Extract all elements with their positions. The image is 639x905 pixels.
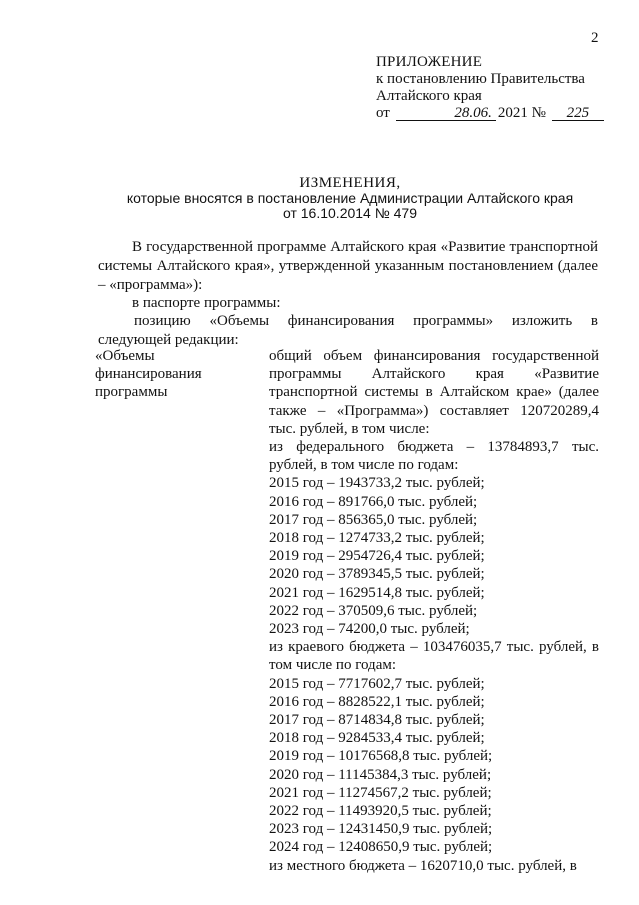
heading-subtitle: которые вносятся в постановление Администрации Алтайского края — [126, 190, 574, 206]
federal-year-row: 2017 год – 856365,0 тыс. рублей; — [269, 511, 478, 528]
decree-date: 28.06. — [396, 105, 496, 121]
federal-year-row: 2019 год – 2954726,4 тыс. рублей; — [269, 548, 485, 565]
appendix-line-2: к постановлению Правительства — [376, 71, 585, 87]
regional-year-row: 2023 год – 12431450,9 тыс. рублей; — [269, 821, 493, 838]
regional-years-list — [269, 675, 599, 857]
total-financing: общий объем финансирования государственной программы Алтайского края «Развитие транспортной системы в Алтайском крае» (далее также – «Программа») составляет 120720289,4 тыс. рублей, в том числе: — [269, 348, 599, 437]
federal-intro: из федерального бюджета – 13784893,7 тыс. рублей, в том числе по годам: — [269, 439, 599, 474]
intro-paragraph — [98, 238, 598, 295]
decree-year: 2021 № — [497, 105, 546, 121]
regional-year-row: 2021 год – 11274567,2 тыс. рублей; — [269, 784, 492, 801]
regional-intro: из краевого бюджета – 103476035,7 тыс. рублей, в том числе по годам: — [269, 639, 599, 674]
heading-title: ИЗМЕНЕНИЯ, — [299, 175, 401, 191]
table-left-label: «Объемы финансирования программы — [95, 348, 202, 400]
appendix-block — [376, 54, 604, 122]
federal-year-row: 2022 год – 370509,6 тыс. рублей; — [269, 602, 478, 619]
page-number: 2 — [591, 30, 599, 46]
regional-year-row: 2016 год – 8828522,1 тыс. рублей; — [269, 693, 485, 710]
from-label: от — [376, 105, 390, 121]
regional-year-row: 2017 год – 8714834,8 тыс. рублей; — [269, 712, 485, 729]
regional-year-row: 2024 год – 12408650,9 тыс. рублей; — [269, 839, 493, 856]
regional-year-row: 2020 год – 11145384,3 тыс. рублей; — [269, 766, 492, 783]
federal-year-row: 2021 год – 1629514,8 тыс. рублей; — [269, 584, 485, 601]
heading-date-number: от 16.10.2014 № 479 — [282, 205, 417, 221]
regional-year-row: 2022 год – 11493920,5 тыс. рублей; — [269, 803, 492, 820]
federal-year-row: 2023 год – 74200,0 тыс. рублей; — [269, 621, 470, 638]
passport-line: в паспорте программы: — [132, 295, 281, 311]
regional-year-row: 2015 год – 7717602,7 тыс. рублей; — [269, 675, 485, 692]
decree-number: 225 — [552, 105, 604, 121]
position-line: позицию «Объемы финансирования программы» изложить в следующей редакции: — [98, 313, 598, 348]
appendix-title: ПРИЛОЖЕНИЕ — [376, 54, 483, 70]
federal-year-row: 2016 год – 891766,0 тыс. рублей; — [269, 493, 478, 510]
appendix-date-line — [376, 105, 604, 122]
federal-year-row: 2015 год – 1943733,2 тыс. рублей; — [269, 475, 485, 492]
appendix-line-3: Алтайского края — [376, 88, 482, 104]
table-right-column — [269, 347, 599, 875]
federal-year-row: 2020 год – 3789345,5 тыс. рублей; — [269, 566, 485, 583]
federal-year-row: 2018 год – 1274733,2 тыс. рублей; — [269, 530, 485, 547]
federal-years-list — [269, 474, 599, 638]
intro-text: В государственной программе Алтайского края «Развитие транспортной системы Алтайского края», утвержденной указанным постановлением (далее – «программа»): — [98, 239, 598, 293]
regional-year-row: 2019 год – 10176568,8 тыс. рублей; — [269, 748, 493, 765]
document-heading — [80, 176, 620, 221]
regional-year-row: 2018 год – 9284533,4 тыс. рублей; — [269, 730, 485, 747]
local-intro: из местного бюджета – 1620710,0 тыс. рублей, в — [269, 857, 577, 874]
